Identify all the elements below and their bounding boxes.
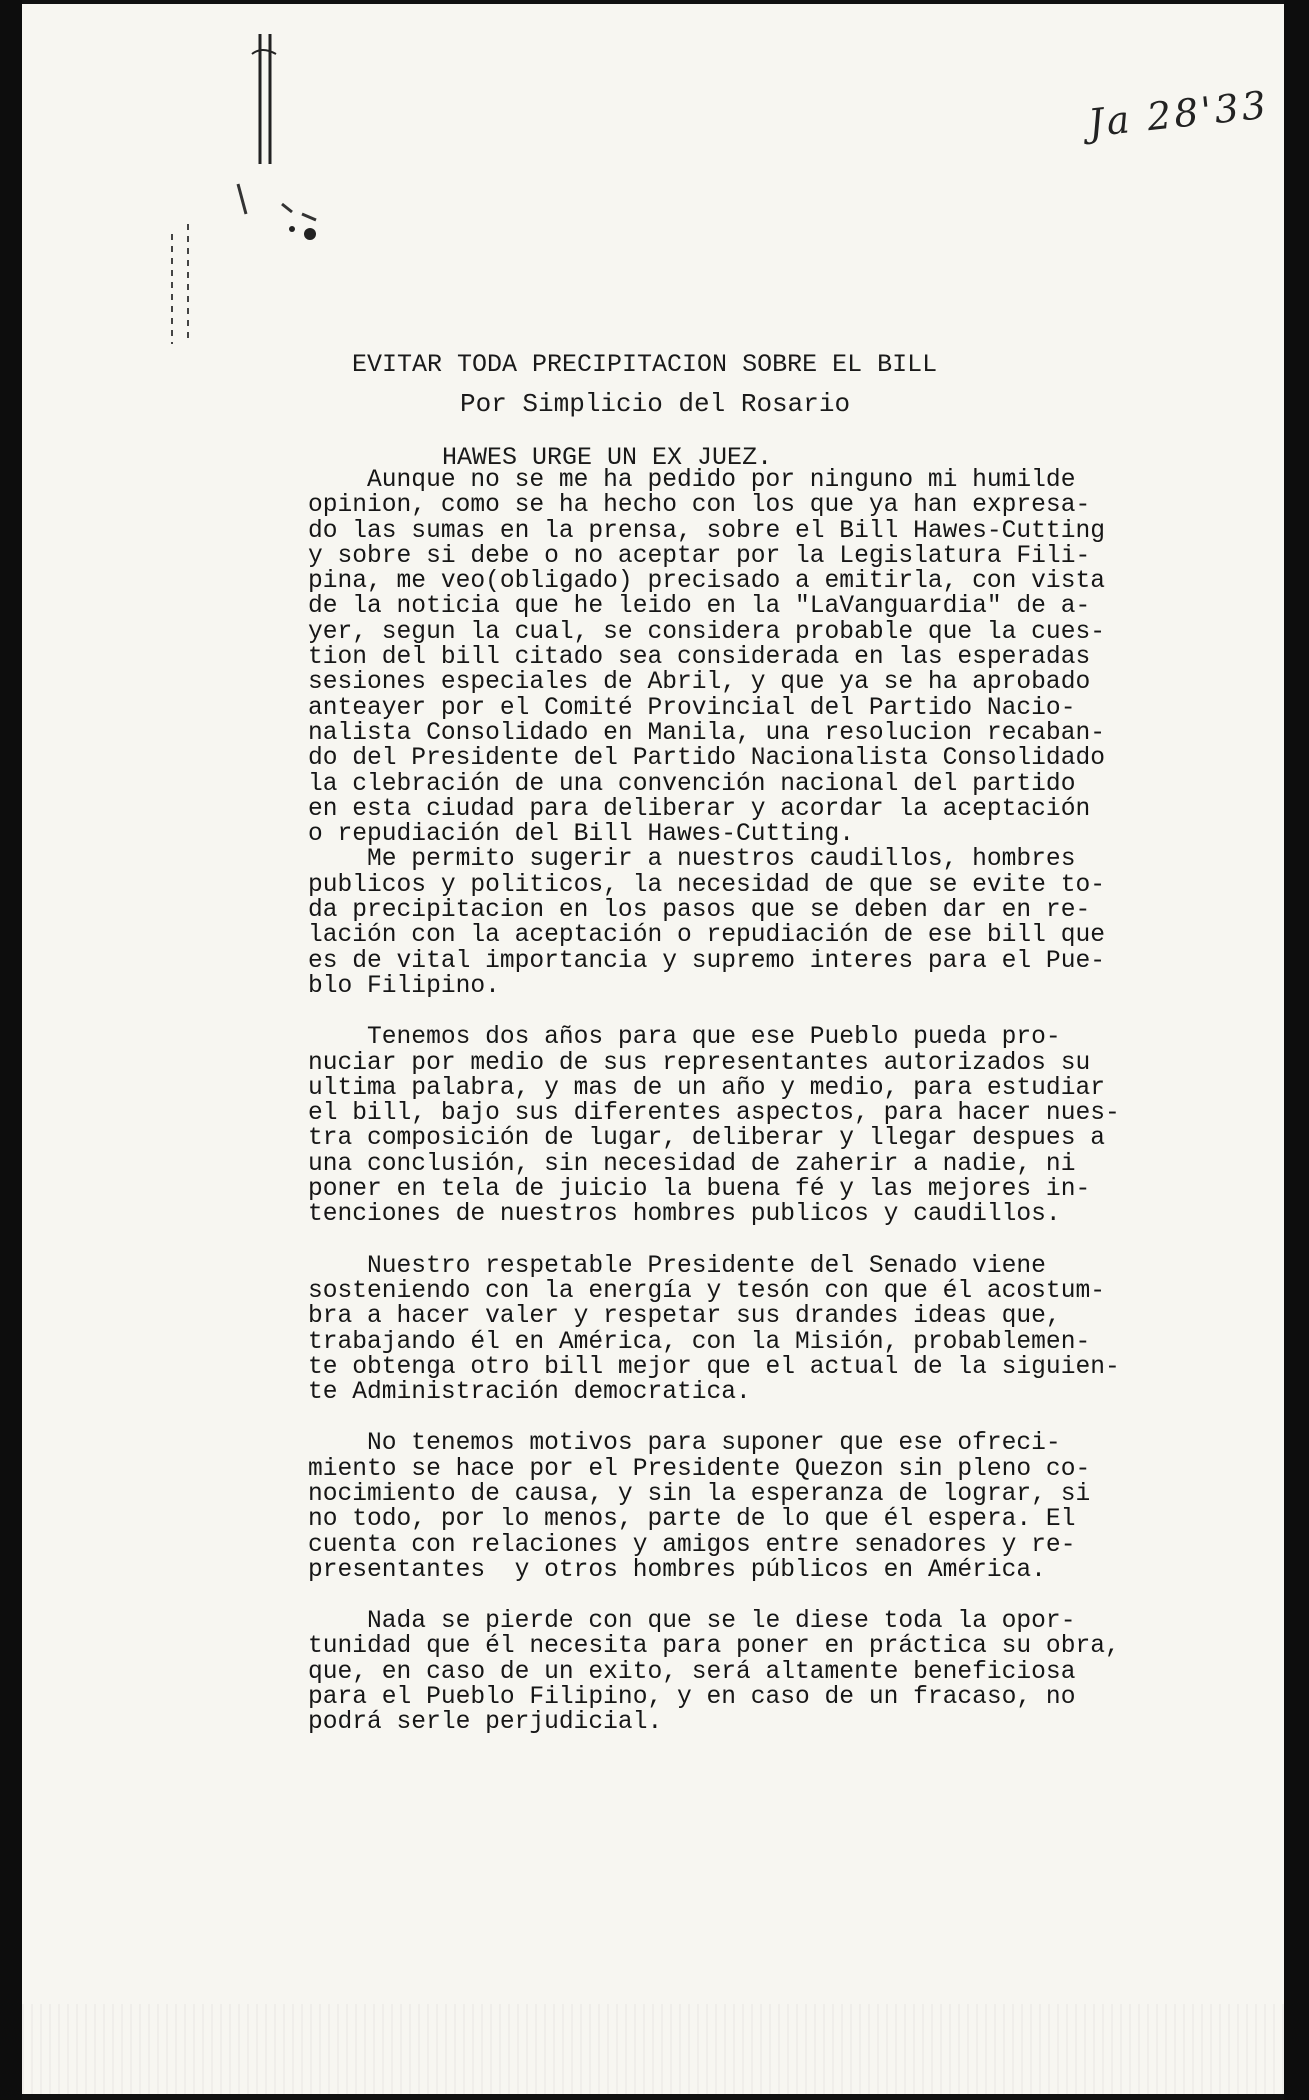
scan-border-right xyxy=(1284,0,1309,2100)
text-line: poner en tela de juicio la buena fé y las mejores in- xyxy=(308,1176,1091,1204)
text-line: que, en caso de un exito, será altamente beneficiosa xyxy=(308,1658,1076,1686)
title-line: HAWES URGE UN EX JUEZ. xyxy=(352,443,773,472)
text-line: do del Presidente del Partido Nacionalista Consolidado xyxy=(308,745,1105,773)
text-line: pina, me veo(obligado) precisado a emitirla, con vista xyxy=(308,568,1105,596)
paragraph-gap xyxy=(308,1583,1178,1609)
text-line: tunidad que él necesita para poner en práctica su obra, xyxy=(308,1633,1120,1661)
scan-border-left xyxy=(0,0,22,2100)
text-line: No tenemos motivos para suponer que ese ofreci- xyxy=(308,1430,1061,1458)
text-line: trabajando él en América, con la Misión, probablemen- xyxy=(308,1328,1091,1356)
paragraph-3 xyxy=(308,1025,1178,1227)
text-line: para el Pueblo Filipino, y en caso de un fracaso, no xyxy=(308,1684,1076,1712)
text-line: es de vital importancia y supremo interes para el Pue- xyxy=(308,947,1105,975)
text-line: blo Filipino. xyxy=(308,972,500,1000)
text-line: Aunque no se me ha pedido por ninguno mi humilde xyxy=(308,467,1076,494)
text-line: Me permito sugerir a nuestros caudillos, hombres xyxy=(308,846,1076,874)
paragraph-5 xyxy=(308,1431,1178,1583)
text-line: no todo, por lo menos, parte de lo que él espera. El xyxy=(308,1506,1076,1534)
punch-hole-marks xyxy=(142,14,342,344)
text-line: una conclusión, sin necesidad de zaherir a nadie, ni xyxy=(308,1150,1076,1178)
text-line: tion del bill citado sea considerada en las esperadas xyxy=(308,644,1091,672)
text-line: opinion, como se ha hecho con los que ya han expresa- xyxy=(308,492,1091,520)
paragraph-2 xyxy=(308,847,1178,999)
text-line: en esta ciudad para deliberar y acordar la aceptación xyxy=(308,795,1091,823)
text-line: Nuestro respetable Presidente del Senado viene xyxy=(308,1252,1046,1280)
text-line: publicos y politicos, la necesidad de que se evite to- xyxy=(308,871,1105,899)
text-line: tenciones de nuestros hombres publicos y caudillos. xyxy=(308,1201,1061,1229)
text-line: presentantes y otros hombres públicos en América. xyxy=(308,1556,1046,1584)
byline: Por Simplicio del Rosario xyxy=(460,389,851,419)
paragraph-1 xyxy=(308,468,1178,847)
text-line: yer, segun la cual, se considera probable que la cues- xyxy=(308,618,1105,646)
paragraph-gap xyxy=(308,1405,1178,1431)
text-line: nalista Consolidado en Manila, una resolucion recaban- xyxy=(308,719,1105,747)
scan-noise xyxy=(22,2004,1284,2094)
text-line: miento se hace por el Presidente Quezon sin pleno co- xyxy=(308,1455,1091,1483)
text-line: sesiones especiales de Abril, y que ya se ha aprobado xyxy=(308,669,1091,697)
text-line: anteayer por el Comité Provincial del Partido Nacio- xyxy=(308,694,1076,722)
text-line: da precipitacion en los pasos que se deben dar en re- xyxy=(308,897,1091,925)
text-line: cuenta con relaciones y amigos entre senadores y re- xyxy=(308,1531,1076,1559)
text-line: te Administración democratica. xyxy=(308,1379,751,1407)
article-body xyxy=(308,468,1178,1736)
paragraph-gap xyxy=(308,1228,1178,1254)
text-line: Tenemos dos años para que ese Pueblo pueda pro- xyxy=(308,1024,1061,1052)
title-line: EVITAR TODA PRECIPITACION SOBRE EL BILL xyxy=(352,350,938,379)
handwritten-date-annotation: Ja 28'33 xyxy=(1086,82,1271,146)
text-line: o repudiación del Bill Hawes-Cutting. xyxy=(308,821,855,849)
text-line: Nada se pierde con que se le diese toda la opor- xyxy=(308,1608,1076,1636)
text-line: tra composición de lugar, deliberar y llegar despues a xyxy=(308,1125,1105,1153)
text-line: bra a hacer valer y respetar sus drandes ideas que, xyxy=(308,1303,1061,1331)
text-line: sosteniendo con la energía y tesón con que él acostum- xyxy=(308,1277,1105,1305)
text-line: te obtenga otro bill mejor que el actual de la siguien- xyxy=(308,1353,1120,1381)
text-line: de la noticia que he leido en la "LaVanguardia" de a- xyxy=(308,593,1091,621)
text-line: ultima palabra, y mas de un año y medio, para estudiar xyxy=(308,1074,1105,1102)
text-line: nocimiento de causa, y sin la esperanza de lograr, si xyxy=(308,1480,1091,1508)
paragraph-6 xyxy=(308,1609,1178,1735)
text-line: y sobre si debe o no aceptar por la Legislatura Fili- xyxy=(308,542,1091,570)
text-line: la clebración de una convención nacional del partido xyxy=(308,770,1076,798)
document-page xyxy=(22,4,1284,2094)
text-line: podrá serle perjudicial. xyxy=(308,1709,663,1737)
text-line: do las sumas en la prensa, sobre el Bill Hawes-Cutting xyxy=(308,517,1105,545)
text-line: nuciar por medio de sus representantes autorizados su xyxy=(308,1049,1091,1077)
text-line: el bill, bajo sus diferentes aspectos, para hacer nues- xyxy=(308,1100,1120,1128)
paragraph-4 xyxy=(308,1254,1178,1406)
text-line: lación con la aceptación o repudiación de ese bill que xyxy=(308,922,1105,950)
paragraph-gap xyxy=(308,999,1178,1025)
